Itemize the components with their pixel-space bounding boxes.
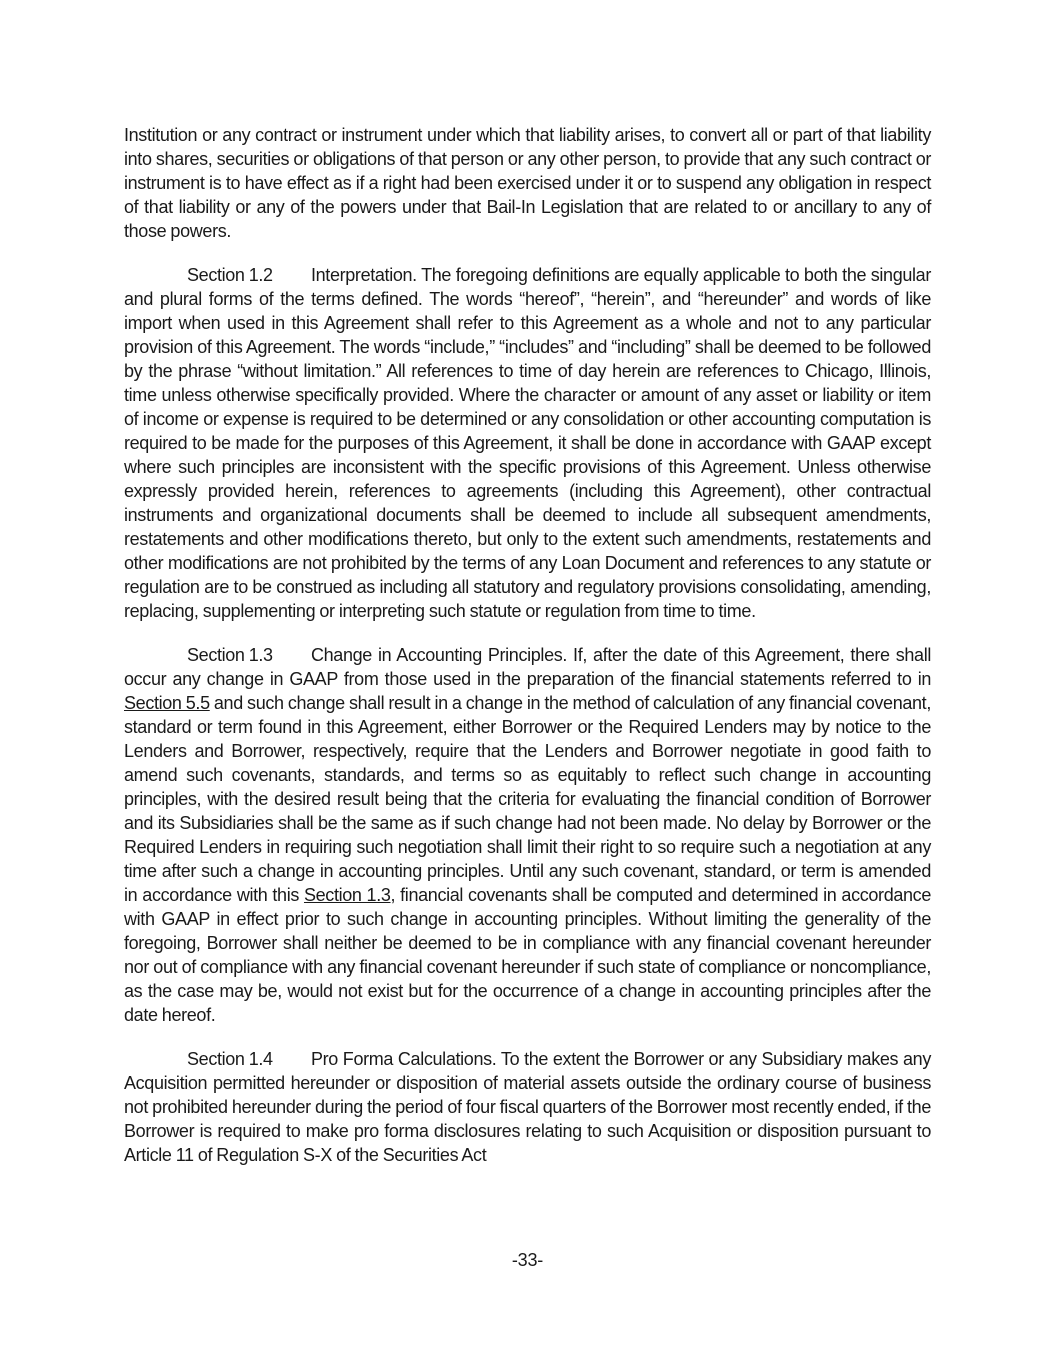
section-5-5-cross-reference: Section 5.5 [124, 693, 210, 713]
section-body-part: , financial covenants shall be computed and determined in accordance with GAAP in effect prior to such change in accounting principles. Without limiting the generality of the foregoing, Borrower shall neither be deemed to be in compliance with any financial covenant hereunder nor out of compliance with any financial covenant hereunder if such state of compliance or noncompliance, as the case may be, would not exist but for the occurrence of a change in accounting principles after the date hereof. [124, 885, 931, 1025]
section-body-part: Change in Accounting Principles. If, after the date of this Agreement, there shall occur any change in GAAP from those used in the preparation of the financial statements referred to in [124, 645, 931, 689]
paragraph-bail-in-continuation: Institution or any contract or instrument under which that liability arises, to convert all or part of that liability into shares, securities or obligations of that person or any other person, to provide that any such contract or instrument is to have effect as if a right had been exercised under it or to suspend any obligation in respect of that liability or any of the powers under that Bail-In Legislation that are related to or ancillary to any of those powers. [124, 125, 931, 241]
section-body: Pro Forma Calculations. To the extent the Borrower or any Subsidiary makes any Acquisition permitted hereunder or disposition of material assets outside the ordinary course of business not prohibited hereunder during the period of four fiscal quarters of the Borrower most recently ended, if the Borrower is required to make pro forma disclosures relating to such Acquisition or disposition pursuant to Article 11 of Regulation S-X of the Securities Act [124, 1049, 931, 1165]
page-number: -33- [511, 1250, 544, 1270]
document-page [124, 123, 931, 1167]
section-1-2-interpretation [124, 263, 931, 623]
section-1-4-pro-forma-calculations [124, 1047, 931, 1167]
section-1-3-change-in-accounting-principles [124, 643, 931, 1027]
section-body-part: and such change shall result in a change in the method of calculation of any financial covenant, standard or term found in this Agreement, either Borrower or the Required Lenders may by notice to the Lenders and Borrower, respectively, require that the Lenders and Borrower negotiate in good faith to amend such covenants, standards, and terms so as equitably to reflect such change in accounting principles, with the desired result being that the criteria for evaluating the financial condition of Borrower and its Subsidiaries shall be the same as if such change had not been made. No delay by Borrower or the Required Lenders in requiring such negotiation shall limit their right to so require such a negotiation at any time after such a change in accounting principles. Until any such covenant, standard, or term is amended in accordance with this [124, 693, 931, 905]
section-number: Section 1.3 [187, 645, 273, 665]
section-1-3-cross-reference: Section 1.3 [303, 885, 391, 905]
section-number: Section 1.4 [187, 1049, 273, 1069]
section-body: Interpretation. The foregoing definitions are equally applicable to both the singular and plural forms of the terms defined. The words “hereof”, “herein”, and “hereunder” and words of like import when used in this Agreement shall refer to this Agreement as a whole and not to any particular provision of this Agreement. The words “include,” “includes” and “including” shall be deemed to be followed by the phrase “without limitation.” All references to time of day herein are references to Chicago, Illinois, time unless otherwise specifically provided. Where the character or amount of any asset or liability or item of income or expense is required to be determined or any consolidation or other accounting computation is required to be made for the purposes of this Agreement, it shall be done in accordance with GAAP except where such principles are inconsistent with the specific provisions of this Agreement. Unless otherwise expressly provided herein, references to agreements (including this Agreement), other contractual instruments and organizational documents shall be deemed to include all subsequent amendments, restatements and other modifications thereto, but only to the extent such amendments, restatements and other modifications are not prohibited by the terms of any Loan Document and references to any statute or regulation are to be construed as including all statutory and regulatory provisions consolidating, amending, replacing, supplementing or interpreting such statute or regulation from time to time. [124, 265, 931, 621]
section-number: Section 1.2 [187, 265, 273, 285]
